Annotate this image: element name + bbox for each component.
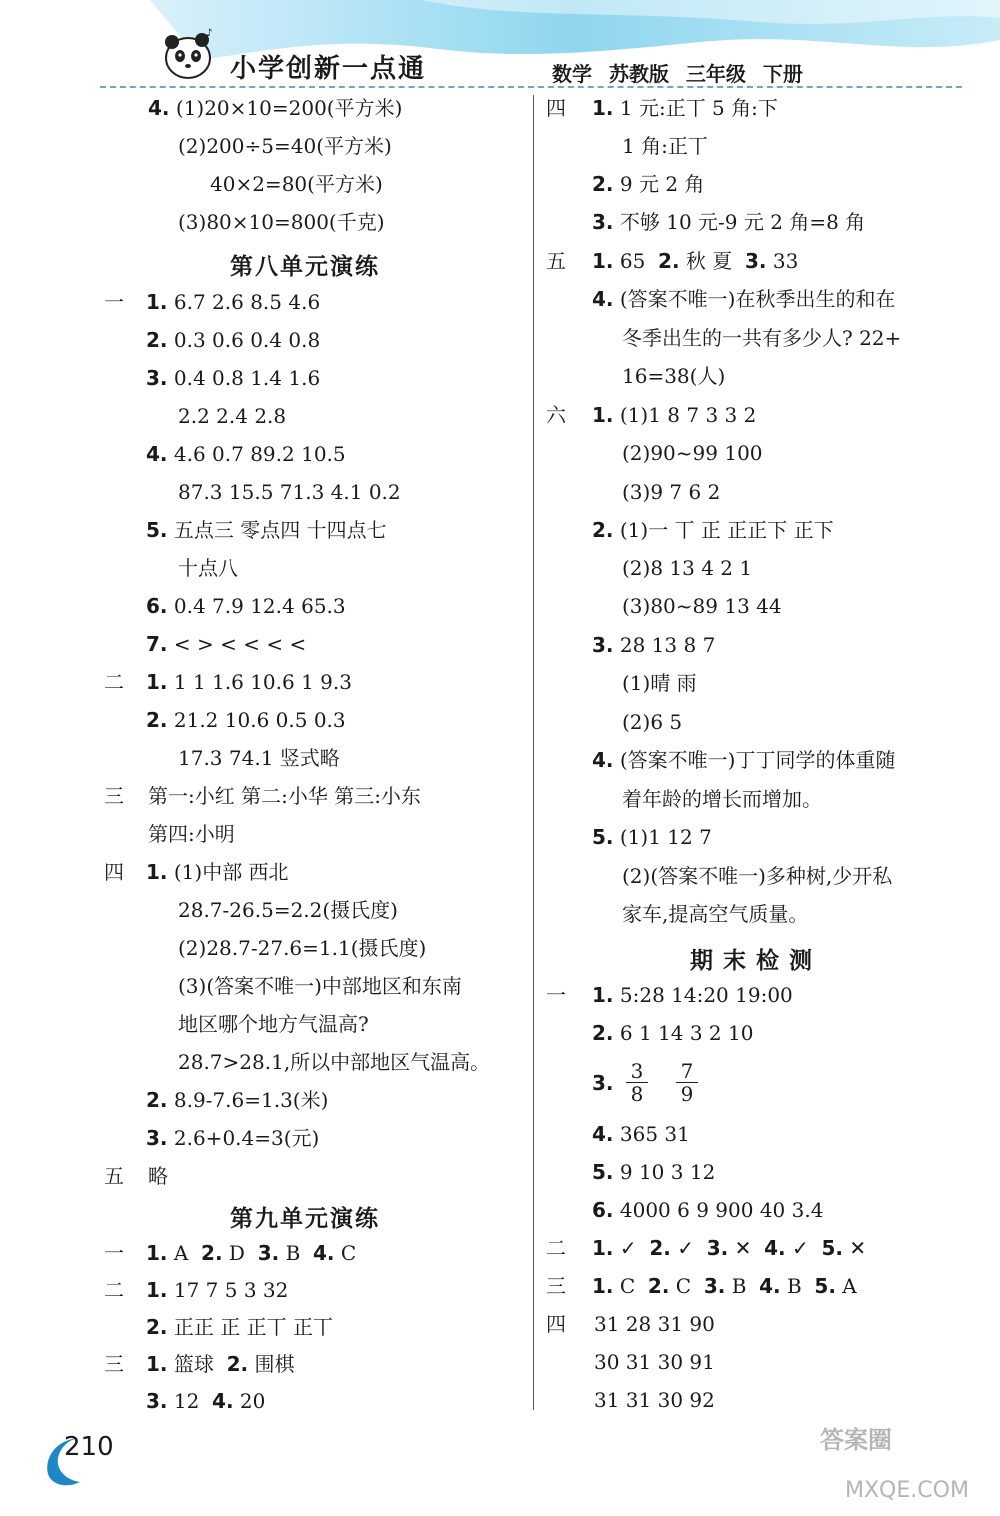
answer-line: 3. 12 4. 20	[146, 1389, 266, 1413]
subject-line: 数学 苏教版 三年级 下册	[552, 62, 803, 86]
answer-line: 1. A 2. D 3. B 4. C	[146, 1241, 357, 1265]
section-number: 一	[546, 983, 566, 1007]
answer-line: 28.7>28.1,所以中部地区气温高。	[178, 1050, 491, 1074]
answer-line: 3. 28 13 8 7	[592, 633, 716, 657]
section-number: 五	[104, 1164, 124, 1188]
answer-line: (2)(答案不唯一)多种树,少开私	[622, 864, 893, 888]
answer-line: 87.3 15.5 71.3 4.1 0.2	[178, 480, 401, 504]
svg-text:♪: ♪	[206, 28, 213, 39]
section-number: 一	[104, 1241, 124, 1265]
section-number: 二	[546, 1236, 566, 1260]
section-number: 六	[546, 403, 566, 427]
watermark-logo: 答案圈	[820, 1426, 892, 1454]
answer-line: 2. 9 元 2 角	[592, 172, 705, 196]
answer-line: 28.7-26.5=2.2(摄氏度)	[178, 898, 398, 922]
answer-line: 4. 365 31	[592, 1122, 690, 1146]
answer-line: (3)80~89 13 44	[622, 594, 782, 618]
answer-line: 5. 五点三 零点四 十四点七	[146, 518, 387, 542]
answer-line: (3)(答案不唯一)中部地区和东南	[178, 974, 462, 998]
answer-line: 1. (1)中部 西北	[146, 860, 289, 884]
panda-mascot-icon	[158, 24, 224, 82]
answer-line: 1. 1 1 1.6 10.6 1 9.3	[146, 670, 352, 694]
answer-line: (2)6 5	[622, 710, 683, 734]
answer-line: 17.3 74.1 竖式略	[178, 746, 340, 770]
answer-line: 1. 6.7 2.6 8.5 4.6	[146, 290, 321, 314]
section-number: 四	[546, 96, 566, 120]
answer-line: 5. (1)1 12 7	[592, 825, 712, 849]
answer-line: (3)9 7 6 2	[622, 480, 721, 504]
watermark-url: MXQE.COM	[845, 1478, 969, 1503]
answer-line: 家车,提高空气质量。	[622, 902, 809, 926]
answer-line: (3)80×10=800(千克)	[178, 210, 385, 234]
section-number: 二	[104, 1278, 124, 1302]
answer-line: 2. (1)一 丅 正 正正下 正下	[592, 518, 834, 542]
answer-line: 1. 65 2. 秋 夏 3. 33	[592, 249, 799, 273]
answer-line: 6. 4000 6 9 900 40 3.4	[592, 1198, 824, 1222]
section-heading: 第九单元演练	[230, 1206, 380, 1232]
answer-line: 冬季出生的一共有多少人? 22+	[622, 326, 902, 350]
answer-line: 2. 6 1 14 3 2 10	[592, 1021, 754, 1045]
section-heading: 第八单元演练	[230, 254, 380, 280]
answer-line: 4. (1)20×10=200(平方米)	[148, 96, 403, 120]
section-number: 三	[104, 784, 124, 808]
answer-line: 3.	[592, 1071, 614, 1095]
answer-line: 第四:小明	[148, 822, 235, 846]
answer-line: 16=38(人)	[622, 364, 726, 388]
answer-line: 4. (答案不唯一)丁丁同学的体重随	[592, 748, 896, 772]
answer-line: (2)200÷5=40(平方米)	[178, 134, 392, 158]
answer-line: 30 31 30 91	[594, 1350, 715, 1374]
answer-line: 1. (1)1 8 7 3 3 2	[592, 403, 757, 427]
answer-line: 2. 21.2 10.6 0.5 0.3	[146, 708, 346, 732]
section-number: 三	[546, 1274, 566, 1298]
answer-line: 地区哪个地方气温高?	[178, 1012, 369, 1036]
page-number: 210	[38, 1430, 118, 1490]
answer-line: 2. 0.3 0.6 0.4 0.8	[146, 328, 321, 352]
answer-line: 1. 5:28 14:20 19:00	[592, 983, 793, 1007]
header-divider	[100, 86, 962, 88]
answer-line: 6. 0.4 7.9 12.4 65.3	[146, 594, 346, 618]
answer-line: (2)28.7-27.6=1.1(摄氏度)	[178, 936, 427, 960]
answer-line: (2)8 13 4 2 1	[622, 556, 753, 580]
answer-line: 1. 1 元:正丅 5 角:下	[592, 96, 778, 120]
answer-line: 2.2 2.4 2.8	[178, 404, 287, 428]
answer-line: 1. ✓ 2. ✓ 3. ✕ 4. ✓ 5. ✕	[592, 1236, 867, 1260]
header-banner	[0, 0, 1000, 95]
fraction: $\frac{3}{8}$	[626, 1060, 648, 1105]
series-title: 小学创新一点通	[230, 54, 427, 84]
column-divider	[533, 95, 534, 1410]
answer-line: 31 28 31 90	[594, 1312, 715, 1336]
answer-line: 3. 不够 10 元-9 元 2 角=8 角	[592, 210, 866, 234]
answer-line: 着年龄的增长而增加。	[622, 787, 822, 811]
section-heading: 期末检测	[690, 948, 822, 974]
answer-line: 5. 9 10 3 12	[592, 1160, 716, 1184]
section-number: 四	[104, 860, 124, 884]
answer-line: (2)90~99 100	[622, 441, 763, 465]
answer-line: (1)晴 雨	[622, 671, 697, 695]
answer-line: 第一:小红 第二:小华 第三:小东	[148, 784, 421, 808]
answer-line: 4. (答案不唯一)在秋季出生的和在	[592, 287, 896, 311]
answer-line: 略	[148, 1164, 168, 1188]
answer-line: 2. 正正 正 正丅 正丅	[146, 1315, 333, 1339]
answer-line: 7. < > < < < <	[146, 632, 307, 656]
section-number: 二	[104, 670, 124, 694]
answer-line: 3. 0.4 0.8 1.4 1.6	[146, 366, 321, 390]
section-number: 四	[546, 1312, 566, 1336]
answer-line: 40×2=80(平方米)	[210, 172, 383, 196]
answer-line: 2. 8.9-7.6=1.3(米)	[146, 1088, 329, 1112]
answer-line: 31 31 30 92	[594, 1388, 715, 1412]
answer-line: 4. 4.6 0.7 89.2 10.5	[146, 442, 346, 466]
answer-line: 1. 17 7 5 3 32	[146, 1278, 289, 1302]
fraction: $\frac{7}{9}$	[676, 1060, 698, 1105]
answer-line: 1. 篮球 2. 围棋	[146, 1352, 295, 1376]
answer-line: 1 角:正丅	[622, 134, 708, 158]
answer-line: 十点八	[178, 556, 238, 580]
answer-line: 1. C 2. C 3. B 4. B 5. A	[592, 1274, 857, 1298]
section-number: 一	[104, 290, 124, 314]
answer-line: 3. 2.6+0.4=3(元)	[146, 1126, 320, 1150]
section-number: 三	[104, 1352, 124, 1376]
section-number: 五	[546, 249, 566, 273]
